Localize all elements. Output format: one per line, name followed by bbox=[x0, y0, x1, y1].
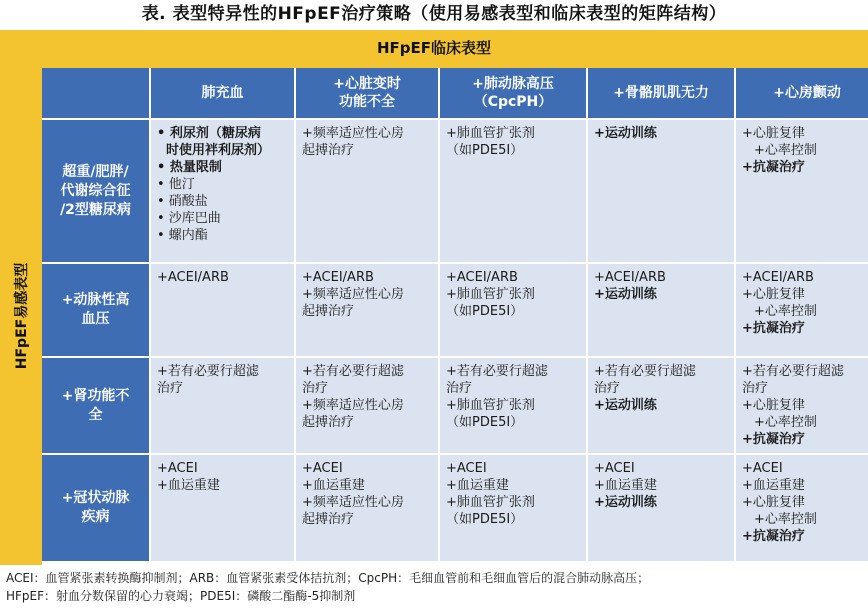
treatment-line: +肺血管扩张剂 bbox=[446, 126, 535, 141]
treatment-cell bbox=[736, 455, 868, 561]
treatment-cell bbox=[736, 264, 868, 356]
treatment-line: +若有必要行超滤 bbox=[742, 364, 844, 379]
treatment-line: +频率适应性心房 bbox=[302, 287, 404, 302]
treatment-cell bbox=[588, 455, 734, 561]
treatment-line: +心率控制 bbox=[754, 512, 817, 527]
treatment-line: +若有必要行超滤 bbox=[157, 364, 259, 379]
treatment-line: +血运重建 bbox=[742, 478, 805, 493]
treatment-cell bbox=[440, 455, 586, 561]
treatment-line: +运动训练 bbox=[594, 398, 657, 413]
treatment-line: +心脏复律 bbox=[742, 126, 805, 141]
row-header bbox=[42, 358, 149, 453]
treatment-cell bbox=[588, 358, 734, 453]
treatment-line: +ACEI bbox=[446, 461, 487, 476]
treatment-line: +抗凝治疗 bbox=[742, 160, 805, 175]
treatment-line: +运动训练 bbox=[594, 126, 657, 141]
treatment-line: +运动训练 bbox=[594, 287, 657, 302]
treatment-line: +心脏复律 bbox=[742, 495, 805, 510]
treatment-line: +血运重建 bbox=[157, 478, 220, 493]
treatment-line: +心脏复律 bbox=[742, 398, 805, 413]
header-text: +冠状动脉 疾病 bbox=[61, 490, 130, 525]
footnotes bbox=[6, 569, 866, 605]
treatment-cell bbox=[736, 358, 868, 453]
treatment-line: +心脏复律 bbox=[742, 287, 805, 302]
treatment-cell bbox=[440, 264, 586, 356]
matrix-corner bbox=[42, 68, 149, 118]
treatment-line: （如PDE5I） bbox=[446, 143, 524, 158]
clinical-phenotype-label: HFpEF临床表型 bbox=[376, 39, 492, 57]
treatment-line: （如PDE5I） bbox=[446, 304, 524, 319]
treatment-cell bbox=[151, 358, 294, 453]
treatment-line: +若有必要行超滤 bbox=[594, 364, 696, 379]
header-text: +肾功能不 全 bbox=[61, 387, 130, 423]
treatment-line: • 热量限制 bbox=[157, 160, 222, 175]
treatment-line: +血运重建 bbox=[302, 478, 365, 493]
treatment-line: 治疗 bbox=[157, 381, 184, 396]
treatment-line: 起搏治疗 bbox=[302, 304, 355, 319]
treatment-line: +心率控制 bbox=[754, 143, 817, 158]
treatment-line: 治疗 bbox=[446, 381, 473, 396]
treatment-cell bbox=[296, 358, 438, 453]
treatment-line: +抗凝治疗 bbox=[742, 432, 805, 447]
treatment-line: +频率适应性心房 bbox=[302, 126, 404, 141]
treatment-line: 治疗 bbox=[594, 381, 621, 396]
treatment-line: +若有必要行超滤 bbox=[446, 364, 548, 379]
treatment-line: 治疗 bbox=[302, 381, 329, 396]
row-header bbox=[42, 455, 149, 561]
treatment-line: （如PDE5I） bbox=[446, 512, 524, 527]
treatment-line: +运动训练 bbox=[594, 495, 657, 510]
treatment-line: +ACEI bbox=[302, 461, 343, 476]
treatment-line: +血运重建 bbox=[446, 478, 509, 493]
treatment-line: 起搏治疗 bbox=[302, 512, 355, 527]
treatment-cell bbox=[588, 264, 734, 356]
matrix-table bbox=[42, 68, 868, 565]
treatment-line: +频率适应性心房 bbox=[302, 495, 404, 510]
treatment-line: +抗凝治疗 bbox=[742, 321, 805, 336]
treatment-line: • 硝酸盐 bbox=[157, 194, 208, 209]
treatment-cell bbox=[296, 264, 438, 356]
treatment-cell bbox=[588, 120, 734, 262]
treatment-line: • 螺内酯 bbox=[157, 228, 208, 243]
treatment-line: +ACEI bbox=[157, 461, 198, 476]
treatment-line: +肺血管扩张剂 bbox=[446, 398, 535, 413]
treatment-cell bbox=[736, 120, 868, 262]
header-text: +心脏变时 功能不全 bbox=[333, 76, 401, 110]
treatment-cell bbox=[440, 120, 586, 262]
treatment-line: +肺血管扩张剂 bbox=[446, 287, 535, 302]
treatment-line: +血运重建 bbox=[594, 478, 657, 493]
treatment-line: +ACEI bbox=[594, 461, 635, 476]
footnote-line: HFpEF：射血分数保留的心力衰竭；PDE5I：磷酸二酯酶-5抑制剂 bbox=[6, 589, 356, 603]
treatment-line: • 沙库巴曲 bbox=[157, 211, 221, 226]
treatment-cell bbox=[296, 455, 438, 561]
treatment-cell bbox=[296, 120, 438, 262]
treatment-cell bbox=[151, 455, 294, 561]
treatment-cell bbox=[151, 264, 294, 356]
footnote-line: ACEI：血管紧张素转换酶抑制剂；ARB：血管紧张素受体拮抗剂；CpcPH：毛细血管前和毛细血管后的混合肺动脉高压； bbox=[6, 571, 650, 585]
treatment-line: • 他汀 bbox=[157, 177, 195, 192]
treatment-line: （如PDE5I） bbox=[446, 415, 524, 430]
treatment-line: 起搏治疗 bbox=[302, 415, 355, 430]
column-header bbox=[296, 68, 438, 118]
treatment-line: +抗凝治疗 bbox=[742, 529, 805, 544]
column-header: 肺充血 bbox=[151, 68, 294, 118]
header-text: 超重/肥胖/ 代谢综合征 /2型糖尿病 bbox=[60, 163, 131, 218]
header-text: +肺动脉高压 （CpcPH） bbox=[472, 76, 554, 110]
treatment-line: +ACEI/ARB bbox=[446, 270, 518, 285]
treatment-line: 时使用袢利尿剂） bbox=[157, 143, 271, 158]
treatment-line: +肺血管扩张剂 bbox=[446, 495, 535, 510]
treatment-line: 治疗 bbox=[742, 381, 769, 396]
header-text: +动脉性高 血压 bbox=[61, 292, 130, 327]
treatment-line: +心率控制 bbox=[754, 415, 817, 430]
treatment-cell bbox=[151, 120, 294, 262]
treatment-line: +ACEI/ARB bbox=[742, 270, 814, 285]
treatment-line: +ACEI/ARB bbox=[594, 270, 666, 285]
treatment-line: 起搏治疗 bbox=[302, 143, 355, 158]
treatment-line: +ACEI/ARB bbox=[157, 270, 229, 285]
treatment-cell bbox=[440, 358, 586, 453]
column-header: +骨骼肌肌无力 bbox=[588, 68, 734, 118]
treatment-line: +ACEI/ARB bbox=[302, 270, 374, 285]
matrix-frame bbox=[0, 30, 868, 565]
susceptibility-phenotype-label-box bbox=[0, 66, 42, 565]
susceptibility-phenotype-label: HFpEF易感表型 bbox=[14, 262, 30, 369]
treatment-line: +ACEI bbox=[742, 461, 783, 476]
column-header: +心房颤动 bbox=[736, 68, 868, 118]
row-header bbox=[42, 264, 149, 356]
row-header bbox=[42, 120, 149, 262]
treatment-line: +频率适应性心房 bbox=[302, 398, 404, 413]
page-title: 表. 表型特异性的HFpEF治疗策略（使用易感表型和临床表型的矩阵结构） bbox=[141, 4, 727, 24]
treatment-line: • 利尿剂（糖尿病 bbox=[157, 126, 261, 141]
column-header bbox=[440, 68, 586, 118]
treatment-line: +心率控制 bbox=[754, 304, 817, 319]
treatment-line: +若有必要行超滤 bbox=[302, 364, 404, 379]
